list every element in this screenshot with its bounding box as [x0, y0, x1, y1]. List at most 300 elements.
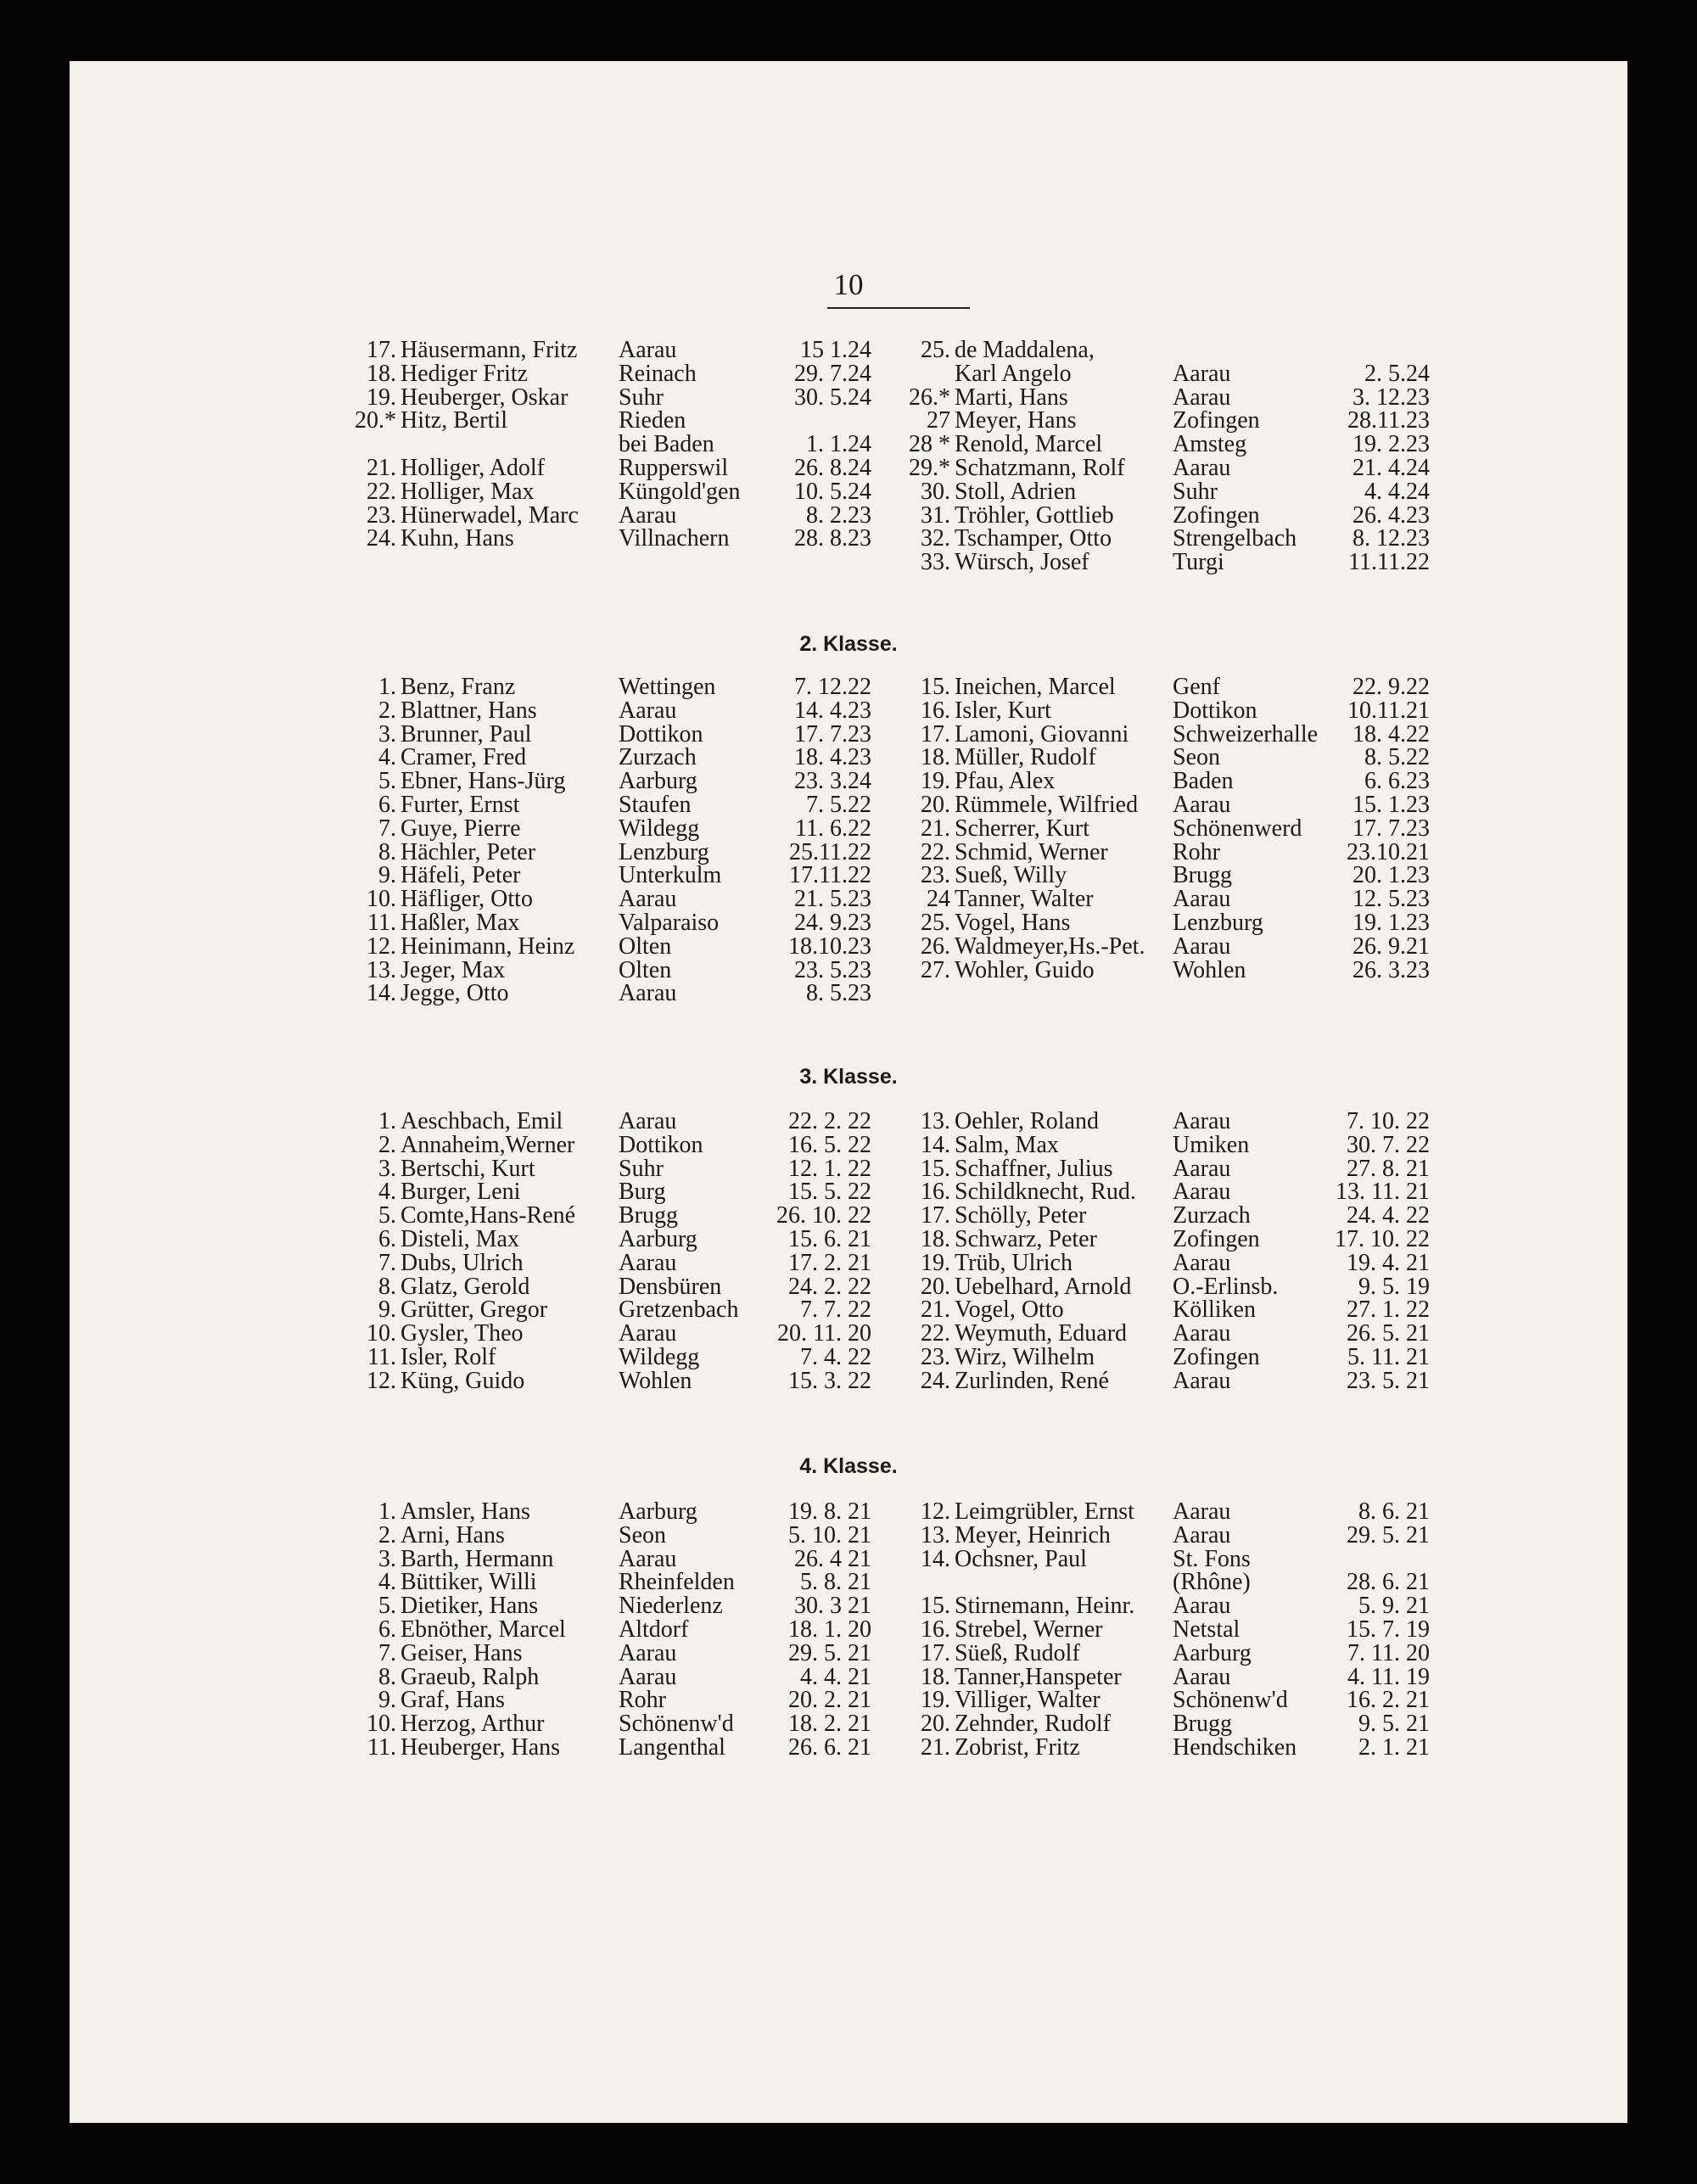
student-name: Tröhler, Gottlieb — [955, 501, 1114, 529]
hometown: Zurzach — [619, 744, 697, 771]
birth-date: 4. 11. 19 — [1347, 1663, 1430, 1690]
birth-date: 10. 5.24 — [794, 478, 871, 505]
student-name: Schaffner, Julius — [955, 1155, 1113, 1182]
roster-entry — [354, 1663, 871, 1690]
birth-date: 7. 4. 22 — [800, 1343, 871, 1370]
roster-entry — [908, 675, 1430, 699]
student-name: Brunner, Paul — [400, 720, 532, 748]
hometown: Olten — [619, 932, 672, 960]
student-name: Aeschbach, Emil — [400, 1108, 563, 1134]
roster-entry — [908, 501, 1430, 529]
roster-entry — [354, 1249, 871, 1276]
student-name: Schatzmann, Rolf — [955, 454, 1125, 481]
entry-number: 20. — [921, 1273, 950, 1300]
entry-number: 11. — [367, 909, 396, 936]
student-name: Ineichen, Marcel — [955, 674, 1116, 700]
student-name: Disteli, Max — [400, 1225, 519, 1252]
hometown: Rheinfelden — [619, 1569, 735, 1596]
birth-date: 5. 9. 21 — [1358, 1593, 1430, 1620]
roster-entry — [354, 817, 871, 841]
entry-number: 5. — [378, 1202, 396, 1229]
student-name: Schölly, Peter — [955, 1202, 1087, 1229]
roster-entry — [354, 1369, 871, 1393]
birth-date: 8. 6. 21 — [1358, 1498, 1430, 1525]
roster-entry — [908, 1618, 1430, 1642]
birth-date: 29. 7.24 — [794, 360, 871, 387]
roster-entry — [354, 793, 871, 817]
student-name: Schildknecht, Rud. — [955, 1179, 1136, 1206]
student-name: Tanner,Hanspeter — [955, 1663, 1122, 1690]
entry-number: 28 * — [909, 431, 950, 458]
hometown: Brugg — [619, 1202, 678, 1229]
hometown: Rieden — [619, 407, 686, 434]
birth-date: 8. 12.23 — [1353, 525, 1430, 552]
entry-number: 15. — [921, 674, 950, 700]
roster-entry — [354, 1712, 871, 1736]
roster-entry — [354, 1733, 871, 1761]
roster-entry — [908, 1733, 1430, 1761]
birth-date: 9. 5. 21 — [1358, 1711, 1430, 1738]
left-column — [354, 1110, 871, 1393]
birth-date: 28. 6. 21 — [1347, 1569, 1430, 1596]
hometown: Wohlen — [1173, 956, 1246, 983]
roster-entry — [908, 720, 1430, 748]
entry-number: 8. — [378, 838, 396, 865]
birth-date: 4. 4. 21 — [800, 1663, 871, 1690]
birth-date: 19. 4. 21 — [1347, 1249, 1430, 1276]
roster-entry — [354, 1688, 871, 1712]
entry-number: 20. — [921, 1711, 950, 1738]
hometown: Dottikon — [1173, 697, 1257, 724]
birth-date: 22. 9.22 — [1353, 674, 1430, 700]
hometown: Wettingen — [619, 674, 716, 700]
hometown: bei Baden — [619, 431, 714, 458]
roster-entry — [354, 1343, 871, 1370]
hometown: Aarau — [1173, 1521, 1231, 1548]
roster-entry — [908, 1369, 1430, 1393]
hometown: Langenthal — [619, 1733, 725, 1761]
hometown: St. Fons — [1173, 1545, 1251, 1572]
birth-date: 12. 1. 22 — [788, 1155, 871, 1182]
birth-date: 18. 4.23 — [794, 744, 871, 771]
hometown: Reinach — [619, 360, 697, 387]
roster-entry — [354, 433, 871, 456]
student-name: Glatz, Gerold — [400, 1273, 530, 1300]
birth-date: 4. 4.24 — [1364, 478, 1430, 505]
hometown: Zofingen — [1173, 501, 1260, 529]
student-name: Zehnder, Rudolf — [955, 1711, 1111, 1738]
hometown: Seon — [1173, 744, 1220, 771]
student-name: Graeub, Ralph — [400, 1663, 540, 1690]
roster-entry — [908, 838, 1430, 865]
roster-entry — [354, 770, 871, 793]
hometown: Staufen — [619, 791, 692, 818]
roster-entry — [354, 699, 871, 723]
entry-number: 19. — [367, 384, 396, 411]
student-name: Haßler, Max — [400, 909, 520, 936]
roster-entry — [908, 551, 1430, 574]
student-name: Gysler, Theo — [400, 1320, 524, 1347]
birth-date: 20. 11. 20 — [777, 1320, 871, 1347]
student-name: Villiger, Walter — [955, 1687, 1101, 1714]
right-column — [908, 675, 1430, 982]
entry-number: 24. — [367, 525, 396, 552]
student-name: Würsch, Josef — [955, 549, 1089, 576]
roster-entry — [908, 1131, 1430, 1158]
hometown: Aarau — [619, 697, 677, 724]
roster-entry — [908, 1594, 1430, 1618]
hometown: Aarau — [1173, 1249, 1231, 1276]
roster-entry — [908, 911, 1430, 935]
student-name: Wirz, Wilhelm — [955, 1343, 1095, 1370]
student-name: Uebelhard, Arnold — [955, 1273, 1132, 1300]
student-name: Benz, Franz — [400, 674, 516, 700]
hometown: Aarau — [619, 1639, 677, 1666]
entry-number: 26. — [921, 932, 950, 960]
roster-entry — [354, 956, 871, 983]
birth-date: 17. 7.23 — [794, 720, 871, 748]
birth-date: 7. 12.22 — [794, 674, 871, 700]
roster-entry — [908, 1343, 1430, 1370]
hometown: Olten — [619, 956, 672, 983]
birth-date: 19. 1.23 — [1353, 909, 1430, 936]
entry-number: 13. — [367, 956, 396, 983]
birth-date: 26. 4.23 — [1353, 501, 1430, 529]
section-title-3-klasse: 3. Klasse. — [799, 1065, 898, 1089]
entry-number: 20.* — [355, 407, 396, 434]
entry-number: 4. — [378, 1179, 396, 1206]
roster-entry — [354, 1594, 871, 1618]
student-name: Renold, Marcel — [955, 431, 1103, 458]
section-title-4-klasse: 4. Klasse. — [799, 1454, 898, 1478]
student-name: Hünerwadel, Marc — [400, 501, 579, 529]
roster-entry — [908, 1639, 1430, 1666]
entry-number: 9. — [378, 1296, 396, 1324]
hometown: Brugg — [1173, 862, 1232, 889]
entry-number: 2. — [378, 1131, 396, 1158]
roster-entry — [908, 1110, 1430, 1134]
hometown: Netstal — [1173, 1616, 1241, 1643]
hometown: Aarburg — [1173, 1639, 1252, 1666]
entry-number: 18. — [921, 1225, 950, 1252]
hometown: Densbüren — [619, 1273, 722, 1300]
hometown: Aarau — [619, 980, 677, 1007]
birth-date: 24. 9.23 — [794, 909, 871, 936]
hometown: Zofingen — [1173, 1225, 1260, 1252]
student-name: Häfliger, Otto — [400, 886, 533, 913]
entry-number: 22. — [921, 838, 950, 865]
entry-number: 17. — [921, 1202, 950, 1229]
hometown: Aarau — [1173, 1498, 1231, 1525]
entry-number: 17. — [921, 720, 950, 748]
roster-entry — [354, 1571, 871, 1594]
birth-date: 21. 4.24 — [1353, 454, 1430, 481]
student-name: Annaheim,Werner — [400, 1131, 575, 1158]
birth-date: 13. 11. 21 — [1336, 1179, 1430, 1206]
birth-date: 26. 10. 22 — [776, 1202, 871, 1229]
hometown: Rupperswil — [619, 454, 729, 481]
entry-number: 32. — [921, 525, 950, 552]
entry-number: 19. — [921, 1687, 950, 1714]
entry-number: 17. — [921, 1639, 950, 1666]
student-name: Zurlinden, René — [955, 1367, 1109, 1394]
birth-date: 17. 2. 21 — [788, 1249, 871, 1276]
hometown: Aarau — [1173, 1663, 1231, 1690]
hometown: Aarau — [1173, 932, 1231, 960]
student-name: Barth, Hermann — [400, 1545, 554, 1572]
roster-entry — [908, 817, 1430, 841]
student-name: Isler, Kurt — [955, 697, 1051, 724]
roster-entry — [908, 1225, 1430, 1252]
roster-entry — [354, 339, 871, 362]
student-name: Leimgrübler, Ernst — [955, 1498, 1134, 1525]
birth-date: 26. 3.23 — [1353, 956, 1430, 983]
student-name: Häusermann, Fritz — [400, 337, 578, 363]
entry-number: 16. — [921, 697, 950, 724]
entry-number: 10. — [367, 1711, 396, 1738]
birth-date: 23.10.21 — [1347, 838, 1430, 865]
hometown: Aarau — [1173, 886, 1231, 913]
entry-number: 10. — [367, 886, 396, 913]
hometown: Aarau — [1173, 1320, 1231, 1347]
entry-number: 22. — [367, 478, 396, 505]
entry-number: 3. — [378, 1155, 396, 1182]
page-number: 10 — [833, 268, 864, 301]
roster-entry — [354, 982, 871, 1005]
roster-entry — [354, 386, 871, 410]
entry-number: 5. — [378, 1593, 396, 1620]
student-name: Geiser, Hans — [400, 1639, 523, 1666]
student-name: Tanner, Walter — [955, 886, 1094, 913]
roster-entry — [908, 1275, 1430, 1299]
hometown: Rohr — [1173, 838, 1220, 865]
hometown: Aarburg — [619, 1225, 697, 1252]
entry-number: 4. — [378, 744, 396, 771]
birth-date: 29. 5. 21 — [788, 1639, 871, 1666]
birth-date: 15. 5. 22 — [788, 1179, 871, 1206]
birth-date: 28. 8.23 — [794, 525, 871, 552]
entry-number: 20. — [921, 791, 950, 818]
entry-number: 25. — [921, 337, 950, 363]
student-name: Schwarz, Peter — [955, 1225, 1097, 1252]
entry-number: 4. — [378, 1569, 396, 1596]
student-name: Heuberger, Hans — [400, 1733, 561, 1761]
entry-number: 15. — [921, 1593, 950, 1620]
entry-number: 15. — [921, 1155, 950, 1182]
roster-entry — [908, 1688, 1430, 1712]
birth-date: 15. 6. 21 — [788, 1225, 871, 1252]
entry-number: 18. — [921, 1663, 950, 1690]
student-name: Guye, Pierre — [400, 815, 521, 842]
hometown: Aarau — [619, 1249, 677, 1276]
student-name: Marti, Hans — [955, 384, 1068, 411]
student-name: Rümmele, Wilfried — [955, 791, 1139, 818]
birth-date: 12. 5.23 — [1353, 886, 1430, 913]
hometown: Suhr — [1173, 478, 1218, 505]
hometown: Dottikon — [619, 720, 703, 748]
birth-date: 5. 8. 21 — [800, 1569, 871, 1596]
student-name: Sueß, Willy — [955, 862, 1067, 889]
birth-date: 17.11.22 — [789, 862, 871, 889]
entry-number: 21. — [367, 454, 396, 481]
birth-date: 30. 3 21 — [794, 1593, 871, 1620]
birth-date: 14. 4.23 — [794, 697, 871, 724]
birth-date: 1. 1.24 — [806, 431, 871, 458]
birth-date: 17. 7.23 — [1353, 815, 1430, 842]
student-name: Graf, Hans — [400, 1687, 505, 1714]
student-name: Lamoni, Giovanni — [955, 720, 1129, 748]
student-name: Häfeli, Peter — [400, 862, 521, 889]
birth-date: 23. 5.23 — [794, 956, 871, 983]
student-name: Strebel, Werner — [955, 1616, 1103, 1643]
student-name: de Maddalena, — [955, 337, 1095, 363]
student-name: Oehler, Roland — [955, 1108, 1099, 1134]
student-name: Stirnemann, Heinr. — [955, 1593, 1135, 1620]
roster-entry — [354, 675, 871, 699]
entry-number: 5. — [378, 768, 396, 795]
hometown: Baden — [1173, 768, 1234, 795]
hometown: Valparaiso — [619, 909, 720, 936]
entry-number: 3. — [378, 720, 396, 748]
student-name: Jeger, Max — [400, 956, 506, 983]
entry-number: 24. — [921, 1367, 950, 1394]
entry-number: 22. — [921, 1320, 950, 1347]
roster-entry — [354, 1275, 871, 1299]
hometown: Aarau — [1173, 384, 1231, 411]
hometown: Aarau — [619, 1663, 677, 1690]
birth-date: 16. 5. 22 — [788, 1131, 871, 1158]
roster-entry — [908, 1571, 1430, 1594]
entry-number: 16. — [921, 1179, 950, 1206]
birth-date: 15. 3. 22 — [788, 1367, 871, 1394]
roster-entry — [354, 1180, 871, 1204]
entry-number: 1. — [378, 674, 396, 700]
roster-entry — [908, 1545, 1430, 1572]
entry-number: 17. — [367, 337, 396, 363]
roster-entry — [354, 456, 871, 480]
student-name: Müller, Rudolf — [955, 744, 1096, 771]
birth-date: 10.11.21 — [1347, 697, 1430, 724]
right-column — [908, 339, 1430, 574]
roster-entry — [354, 720, 871, 748]
hometown: Hendschiken — [1173, 1733, 1297, 1761]
student-name: Weymuth, Eduard — [955, 1320, 1128, 1347]
roster-entry — [908, 386, 1430, 410]
entry-number: 9. — [378, 862, 396, 889]
student-name: Ebnöther, Marcel — [400, 1616, 566, 1643]
entry-number: 11. — [367, 1343, 396, 1370]
hometown: O.-Erlinsb. — [1173, 1273, 1279, 1300]
roster-entry — [354, 1204, 871, 1228]
hometown: Aarau — [619, 337, 677, 363]
roster-entry — [908, 1180, 1430, 1204]
birth-date: 29. 5. 21 — [1347, 1521, 1430, 1548]
birth-date: 23. 3.24 — [794, 768, 871, 795]
student-name: Cramer, Fred — [400, 744, 527, 771]
right-column — [908, 1110, 1430, 1393]
student-name: Comte,Hans-René — [400, 1202, 576, 1229]
student-name: Küng, Guido — [400, 1367, 525, 1394]
entry-number: 1. — [378, 1498, 396, 1525]
entry-number: 12. — [921, 1498, 950, 1525]
roster-entry — [908, 1712, 1430, 1736]
entry-number: 6. — [378, 791, 396, 818]
birth-date: 19. 2.23 — [1353, 431, 1430, 458]
roster-entry — [908, 746, 1430, 770]
roster-entry — [354, 1521, 871, 1548]
roster-entry — [354, 864, 871, 888]
student-name: Süeß, Rudolf — [955, 1639, 1080, 1666]
entry-number: 29.* — [909, 454, 950, 481]
roster-entry — [908, 888, 1430, 911]
hometown: Schönenw'd — [619, 1711, 734, 1738]
birth-date: 26. 4 21 — [794, 1545, 871, 1572]
birth-date: 18. 4.22 — [1353, 720, 1430, 748]
hometown: Strengelbach — [1173, 525, 1297, 552]
birth-date: 5. 10. 21 — [788, 1521, 871, 1548]
entry-number: 6. — [378, 1225, 396, 1252]
hometown: (Rhône) — [1173, 1569, 1251, 1596]
birth-date: 18. 1. 20 — [788, 1616, 871, 1643]
birth-date: 19. 8. 21 — [788, 1498, 871, 1525]
hometown: Wohlen — [619, 1367, 692, 1394]
entry-number: 19. — [921, 1249, 950, 1276]
hometown: Lenzburg — [1173, 909, 1263, 936]
student-name: Hediger Fritz — [400, 360, 529, 387]
student-name: Dietiker, Hans — [400, 1593, 539, 1620]
student-name: Hächler, Peter — [400, 838, 536, 865]
hometown: Aarau — [619, 501, 677, 529]
roster-entry — [908, 1157, 1430, 1181]
entry-number: 31. — [921, 501, 950, 529]
entry-number: 21. — [921, 1733, 950, 1761]
hometown: Suhr — [619, 384, 664, 411]
hometown: Altdorf — [619, 1616, 689, 1643]
hometown: Aarau — [1173, 1179, 1231, 1206]
student-name: Büttiker, Willi — [400, 1569, 537, 1596]
entry-number: 14. — [921, 1545, 950, 1572]
hometown: Aarau — [1173, 1367, 1231, 1394]
entry-number: 2. — [378, 697, 396, 724]
birth-date: 24. 2. 22 — [788, 1273, 871, 1300]
roster-entry — [354, 501, 871, 529]
birth-date: 2. 1. 21 — [1358, 1733, 1430, 1761]
hometown: Suhr — [619, 1155, 664, 1182]
entry-number: 27. — [921, 956, 950, 983]
entry-number: 12. — [367, 932, 396, 960]
entry-number: 7. — [378, 1639, 396, 1666]
hometown: Lenzburg — [619, 838, 709, 865]
birth-date: 26. 8.24 — [794, 454, 871, 481]
birth-date: 8. 5.23 — [806, 980, 871, 1007]
entry-number: 12. — [367, 1367, 396, 1394]
roster-entry — [354, 932, 871, 960]
student-name: Grütter, Gregor — [400, 1296, 548, 1324]
entry-number: 1. — [378, 1108, 396, 1134]
roster-entry — [908, 1663, 1430, 1690]
birth-date: 17. 10. 22 — [1335, 1225, 1430, 1252]
entry-number: 13. — [921, 1521, 950, 1548]
student-name: Schmid, Werner — [955, 838, 1108, 865]
hometown: Burg — [619, 1179, 666, 1206]
roster-entry — [908, 409, 1430, 433]
hometown: Schweizerhalle — [1173, 720, 1319, 748]
birth-date: 21. 5.23 — [794, 886, 871, 913]
roster-entry — [354, 911, 871, 935]
birth-date: 20. 1.23 — [1353, 862, 1430, 889]
roster-entry — [354, 1225, 871, 1252]
hometown: Turgi — [1173, 549, 1224, 576]
